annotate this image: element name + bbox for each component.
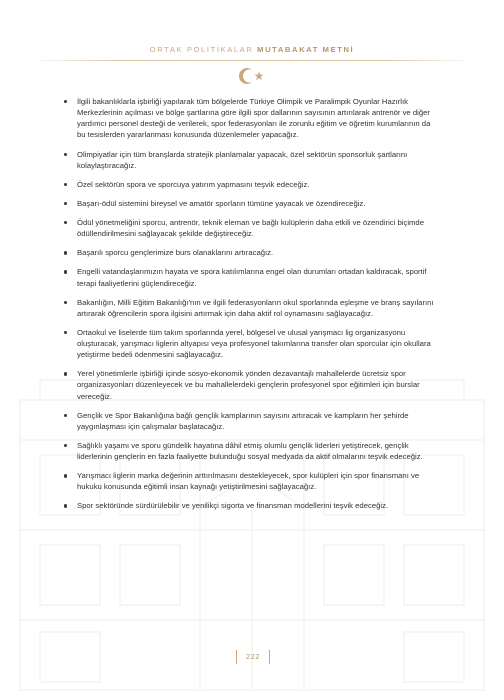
bullet-icon: [64, 444, 67, 447]
list-item: [64, 179, 436, 190]
bullet-icon: [64, 504, 67, 507]
bullet-icon: [64, 414, 67, 417]
list-item: [64, 327, 436, 360]
header-title-light: ORTAK POLİTİKALAR: [149, 45, 254, 54]
list-item-text: Ortaokul ve liselerde tüm takım sporlarında yerel, bölgesel ve ulusal yarışmacı lig organizasyonu oluşturacak, yarışmacı liglerin altyapısı veya profesyonel takımlarına transfer olan sporcular için okullara yetiştirme bedeli ödenmesini sağlayacağız.: [77, 327, 431, 360]
list-item: [64, 368, 436, 401]
list-item: [64, 217, 436, 239]
list-item: [64, 96, 436, 141]
list-item-text: Engelli vatandaşlarımızın hayata ve spora katılımlarına engel olan durumları ortadan kaldıracak, sportif terapi faaliyetlerini güçlendireceğiz.: [77, 267, 427, 288]
list-item-text: Yarışmacı liglerin marka değerinin arttırılmasını destekleyecek, spor kulüpleri için spor finansmanı ve hukuku konusunda eğitimli insan kaynağı yetiştirilmesini sağlayacağız.: [77, 471, 420, 492]
list-item: [64, 440, 436, 462]
list-item: [64, 410, 436, 432]
list-item-text: Ödül yönetmeliğini sporcu, antrenör, teknik eleman ve bağlı kulüplerin daha etkili ve özendirici biçimde ödüllendirilmesini sağlayacak şekilde değiştireceğiz.: [77, 218, 424, 239]
header-divider: [30, 60, 474, 61]
page-number: 222: [236, 650, 270, 664]
document-header: [0, 45, 504, 54]
bullet-icon: [64, 183, 67, 186]
bullet-icon: [64, 372, 67, 375]
list-item: [64, 500, 436, 511]
list-item: [64, 470, 436, 492]
list-item: [64, 198, 436, 209]
crescent-star-icon: [230, 65, 274, 87]
bullet-icon: [64, 270, 67, 273]
list-item-text: Yerel yönetimlerle işbirliği içinde sosyo-ekonomik yönden dezavantajlı mahallelerde ücretsiz spor organizasyonları düzenleyecek ve bu mahallelerdeki gençlerin profesyonel spor eğitimleri için burslar vereceğiz.: [77, 369, 420, 401]
bullet-icon: [64, 153, 67, 156]
list-item: [64, 266, 436, 288]
list-item: [64, 247, 436, 258]
bullet-icon: [64, 474, 67, 477]
bullet-icon: [64, 221, 67, 224]
bullet-icon: [64, 100, 67, 103]
list-item-text: Sağlıklı yaşamı ve sporu gündelik hayatına dâhil etmiş olumlu gençlik liderleri yetiştirecek, gençlik liderlerinin gençlerin en fazla faaliyette bulunduğu sosyal medyada da aktif olmalarını teşvik edeceğiz.: [77, 440, 423, 462]
bullet-icon: [64, 301, 67, 304]
list-item-text: İlgili bakanlıklarla işbirliği yapılarak tüm bölgelerde Türkiye Olimpik ve Paralimpik Oyunlar Hazırlık Merkezlerinin açılması ve bölge şartlarına göre ilgili spor dallarının sayısının artırılarak antrenör ve diğer yardımcı personel desteği de verilerek, spor federasyonları ile zorunlu eğitim ve öğretim kurumlarının da bu tesislerden yararlanması konusunda düzenlemeler yapacağız.: [77, 97, 431, 140]
bullet-icon: [64, 331, 67, 334]
list-item-text: Bakanlığın, Milli Eğitim Bakanlığı'nın ve ilgili federasyonların okul sporlarında eşleşme ve branş sayılarını artırarak öğrencilerin spora ilgisini artırmak için daha aktif rol oynamasını sağlayacağız.: [77, 297, 434, 318]
bullet-icon: [64, 202, 67, 205]
bullet-list: [64, 96, 436, 520]
list-item-text: Başarılı sporcu gençlerimize burs olanaklarını artıracağız.: [77, 248, 274, 258]
list-item-text: Başarı-ödül sistemini bireysel ve amatör sporların tümüne yayacak ve özendireceğiz.: [77, 198, 366, 208]
list-item: [64, 149, 436, 171]
list-item-text: Özel sektörün spora ve sporcuya yatırım yapmasını teşvik edeceğiz.: [77, 179, 310, 189]
header-title-strong: MUTABAKAT METNİ: [257, 45, 355, 54]
list-item-text: Olimpiyatlar için tüm branşlarda stratejik planlamalar yapacak, özel sektörün sponsorluk şartlarını kolaylaştıracağız.: [77, 149, 408, 170]
list-item: [64, 297, 436, 319]
list-item-text: Spor sektöründe sürdürülebilir ve yenilikçi sigorta ve finansman modellerini teşvik edeceğiz.: [77, 501, 389, 511]
bullet-icon: [64, 251, 67, 254]
list-item-text: Gençlik ve Spor Bakanlığına bağlı gençlik kamplarının sayısını artıracak ve kampların her şehirde yaygınlaşması için çalışmalar başlatacağız.: [77, 410, 409, 431]
